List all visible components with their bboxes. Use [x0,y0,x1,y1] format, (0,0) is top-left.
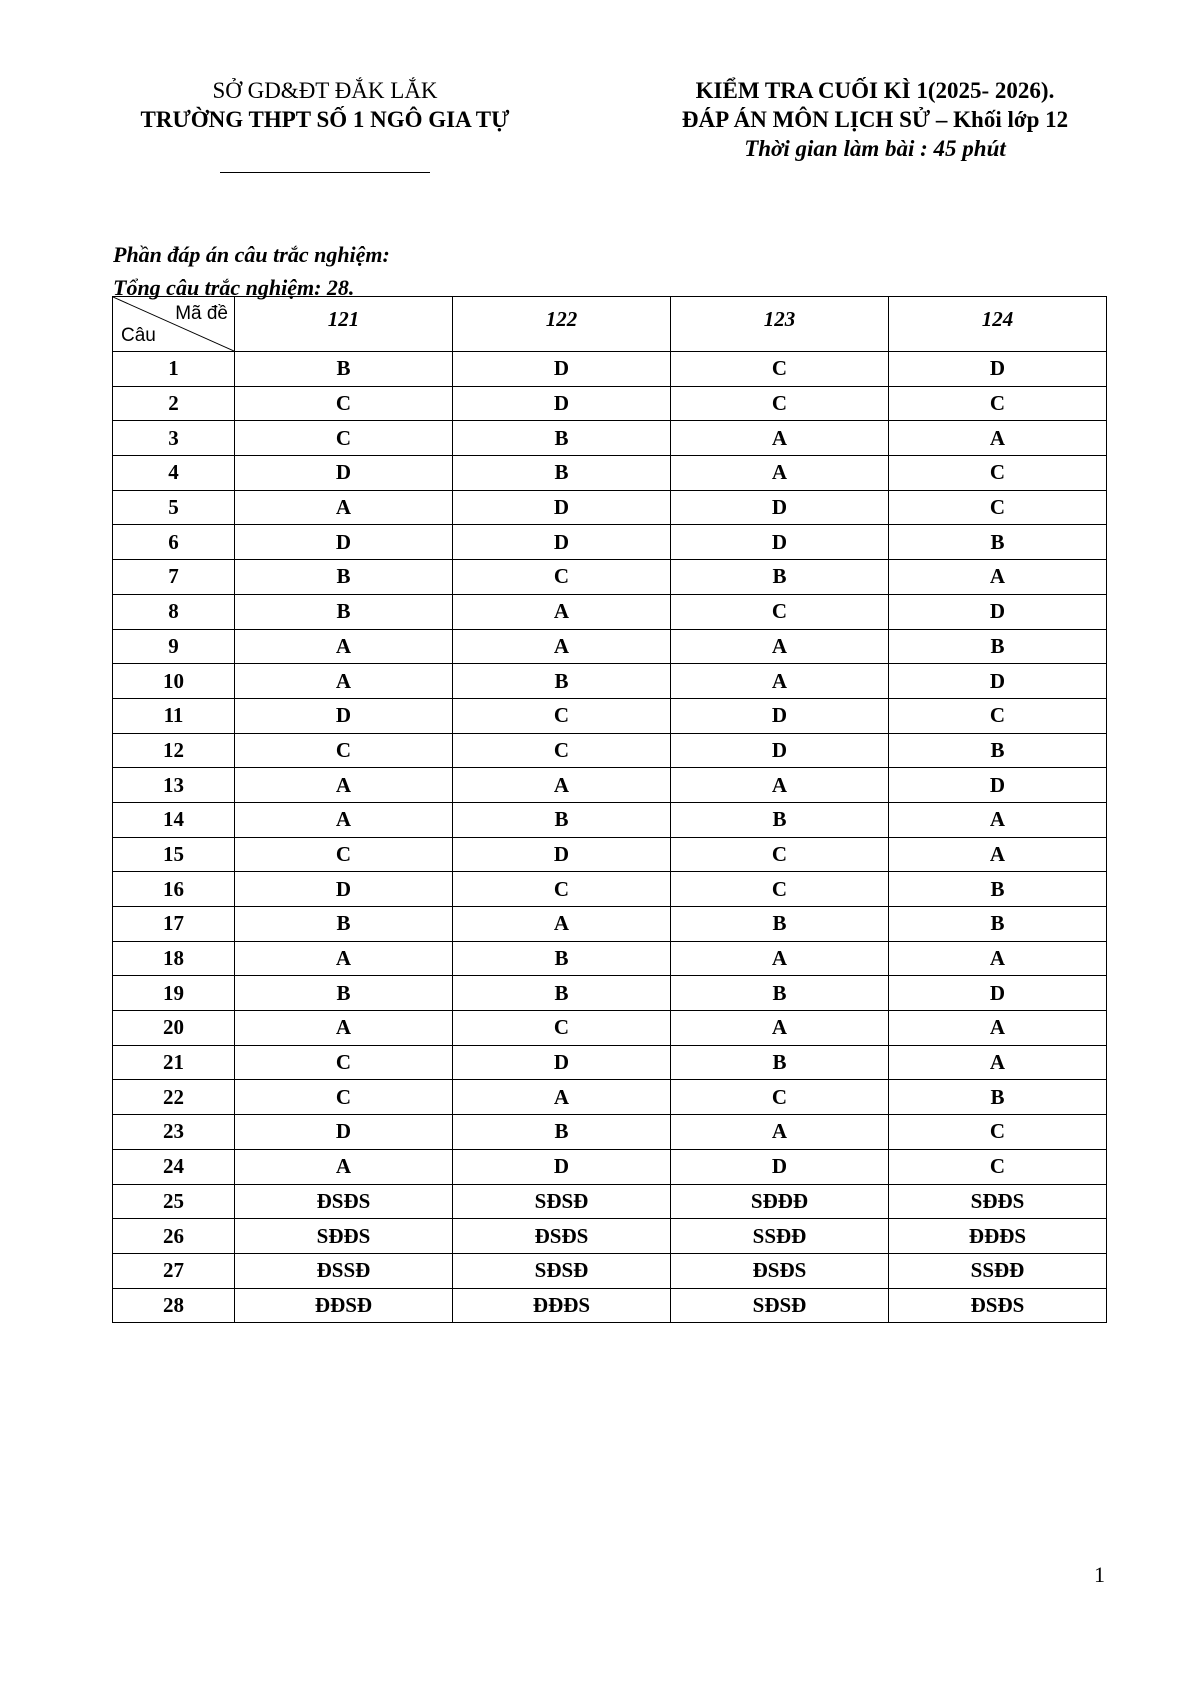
answer-cell: ĐSĐS [235,1184,453,1219]
answer-cell: D [453,1149,671,1184]
table-row [113,525,1107,560]
question-number-cell: 19 [113,976,235,1011]
answer-cell: B [453,456,671,491]
answer-cell: D [235,525,453,560]
answer-cell: C [889,386,1107,421]
answer-cell: SĐĐĐ [671,1184,889,1219]
table-row [113,1080,1107,1115]
answer-cell: B [889,629,1107,664]
answer-cell: B [453,664,671,699]
answer-cell: A [671,1115,889,1150]
table-row [113,352,1107,387]
exam-code-header-label: Mã đề [175,303,228,324]
answer-cell: D [235,456,453,491]
table-row [113,386,1107,421]
question-number-cell: 18 [113,941,235,976]
table-row [113,594,1107,629]
exam-code-header: 123 [671,297,889,352]
answer-cell: ĐSSĐ [235,1253,453,1288]
question-number-cell: 25 [113,1184,235,1219]
question-number-cell: 20 [113,1011,235,1046]
answer-cell: B [671,1045,889,1080]
answer-cell: C [453,872,671,907]
answer-cell: A [671,456,889,491]
answer-cell: C [671,872,889,907]
answer-cell: B [453,802,671,837]
question-number-cell: 22 [113,1080,235,1115]
question-number-cell: 24 [113,1149,235,1184]
question-number-cell: 14 [113,802,235,837]
answer-cell: C [453,733,671,768]
question-number-cell: 8 [113,594,235,629]
answer-cell: B [889,733,1107,768]
answer-cell: B [889,525,1107,560]
answer-cell: D [889,352,1107,387]
question-number-cell: 28 [113,1288,235,1323]
answer-cell: B [453,976,671,1011]
answer-cell: D [235,872,453,907]
question-number-cell: 15 [113,837,235,872]
answer-cell: D [453,837,671,872]
question-number-cell: 26 [113,1219,235,1254]
exam-code-header: 122 [453,297,671,352]
answer-cell: A [453,594,671,629]
answer-cell: D [671,490,889,525]
answer-cell: C [235,421,453,456]
answer-cell: B [889,1080,1107,1115]
answer-cell: C [671,594,889,629]
answer-cell: SSĐĐ [889,1253,1107,1288]
answer-cell: A [235,941,453,976]
table-row [113,629,1107,664]
answer-cell: A [235,802,453,837]
question-number-cell: 16 [113,872,235,907]
answer-cell: B [235,594,453,629]
question-number-cell: 11 [113,698,235,733]
question-number-cell: 27 [113,1253,235,1288]
answer-cell: C [889,1115,1107,1150]
answer-cell: B [235,352,453,387]
header-divider [220,172,430,173]
answer-cell: D [453,1045,671,1080]
answer-cell: D [453,352,671,387]
intro [113,238,390,304]
answer-cell: A [671,941,889,976]
page-number: 1 [1094,1562,1105,1587]
answer-cell: A [889,1011,1107,1046]
answer-cell: C [235,1045,453,1080]
answer-cell: D [235,1115,453,1150]
question-number-cell: 13 [113,768,235,803]
answer-cell: SĐĐS [889,1184,1107,1219]
answer-cell: C [671,352,889,387]
exam-title: KIỂM TRA CUỐI KÌ 1(2025- 2026). [695,78,1055,103]
question-number-cell: 1 [113,352,235,387]
table-row [113,907,1107,942]
answer-cell: A [235,1149,453,1184]
answer-cell: D [889,768,1107,803]
table-row [113,560,1107,595]
answer-cell: A [235,1011,453,1046]
table-row [113,1253,1107,1288]
answer-cell: A [889,802,1107,837]
question-number-cell: 2 [113,386,235,421]
answer-cell: B [671,802,889,837]
answer-cell: ĐSĐS [889,1288,1107,1323]
answer-cell: A [453,768,671,803]
answer-cell: A [671,421,889,456]
answer-cell: A [889,1045,1107,1080]
table-row [113,1219,1107,1254]
answer-cell: A [889,941,1107,976]
answer-cell: B [889,907,1107,942]
answer-cell: A [235,629,453,664]
answer-key-table [112,296,1107,1323]
answer-cell: D [453,490,671,525]
answer-cell: SSĐĐ [671,1219,889,1254]
answer-cell: B [235,976,453,1011]
answer-cell: C [671,1080,889,1115]
answer-cell: B [671,976,889,1011]
answer-cell: ĐĐĐS [453,1288,671,1323]
table-row [113,421,1107,456]
exam-code-header: 124 [889,297,1107,352]
answer-cell: B [671,907,889,942]
answer-cell: C [889,490,1107,525]
table-row [113,490,1107,525]
answer-cell: A [671,1011,889,1046]
answer-cell: D [889,664,1107,699]
answer-cell: C [453,698,671,733]
answer-cell: A [889,560,1107,595]
answer-cell: B [453,421,671,456]
answer-cell: B [889,872,1107,907]
question-number-cell: 12 [113,733,235,768]
answer-cell: ĐĐĐS [889,1219,1107,1254]
table-row [113,733,1107,768]
answer-cell: A [889,421,1107,456]
table-row [113,1011,1107,1046]
answer-cell: D [671,525,889,560]
section-label: Phần đáp án câu trắc nghiệm: [113,242,390,267]
table-row [113,664,1107,699]
answer-cell: D [671,733,889,768]
table-row [113,802,1107,837]
answer-cell: B [453,1115,671,1150]
question-number-cell: 17 [113,907,235,942]
table-row [113,768,1107,803]
table-row [113,1149,1107,1184]
answer-cell: A [671,629,889,664]
answer-cell: D [453,386,671,421]
answer-cell: D [889,976,1107,1011]
corner-cell [113,297,235,352]
answer-cell: B [453,941,671,976]
answer-cell: A [235,664,453,699]
question-number-cell: 4 [113,456,235,491]
answer-cell: A [235,490,453,525]
answer-cell: A [889,837,1107,872]
answer-cell: SĐSĐ [453,1253,671,1288]
answer-cell: B [235,560,453,595]
table-row [113,941,1107,976]
exam-code-header: 121 [235,297,453,352]
department-name: SỞ GD&ĐT ĐẮK LẮK [212,78,438,103]
exam-duration: Thời gian làm bài : 45 phút [744,136,1006,161]
answer-cell: C [889,698,1107,733]
school-name: TRƯỜNG THPT SỐ 1 NGÔ GIA TỰ [140,107,510,132]
answer-cell: B [235,907,453,942]
answer-cell: C [453,560,671,595]
table-row [113,837,1107,872]
header-left [100,76,550,134]
answer-cell: D [671,698,889,733]
table-row [113,1115,1107,1150]
answer-cell: C [235,733,453,768]
table-header-row [113,297,1107,352]
answer-cell: D [671,1149,889,1184]
answer-cell: ĐSĐS [671,1253,889,1288]
table-row [113,698,1107,733]
table-row [113,1288,1107,1323]
question-header-label: Câu [121,325,156,346]
question-number-cell: 23 [113,1115,235,1150]
answer-cell: SĐSĐ [453,1184,671,1219]
answer-cell: A [671,664,889,699]
answer-cell: C [453,1011,671,1046]
answer-cell: A [235,768,453,803]
question-number-cell: 21 [113,1045,235,1080]
answer-cell: ĐĐSĐ [235,1288,453,1323]
answer-cell: C [671,837,889,872]
answer-cell: A [453,629,671,664]
answer-cell: A [671,768,889,803]
answer-cell: D [889,594,1107,629]
table-row [113,872,1107,907]
answer-cell: C [235,837,453,872]
answer-cell: C [889,1149,1107,1184]
question-number-cell: 5 [113,490,235,525]
answer-cell: C [235,1080,453,1115]
answer-cell: D [453,525,671,560]
answer-cell: SĐĐS [235,1219,453,1254]
question-number-cell: 9 [113,629,235,664]
answer-cell: ĐSĐS [453,1219,671,1254]
question-number-cell: 10 [113,664,235,699]
answer-cell: C [889,456,1107,491]
answer-cell: B [671,560,889,595]
table-row [113,456,1107,491]
answer-cell: SĐSĐ [671,1288,889,1323]
question-number-cell: 3 [113,421,235,456]
question-number-cell: 7 [113,560,235,595]
answer-cell: C [671,386,889,421]
table-row [113,1184,1107,1219]
table-row [113,976,1107,1011]
answer-cell: A [453,1080,671,1115]
question-number-cell: 6 [113,525,235,560]
answer-key-subject: ĐÁP ÁN MÔN LỊCH SỬ – Khối lớp 12 [681,107,1069,132]
table-row [113,1045,1107,1080]
answer-cell: A [453,907,671,942]
total-questions-label: Tổng câu trắc nghiệm: 28. [113,275,355,300]
answer-cell: C [235,386,453,421]
header-right [630,76,1120,163]
answer-cell: D [235,698,453,733]
